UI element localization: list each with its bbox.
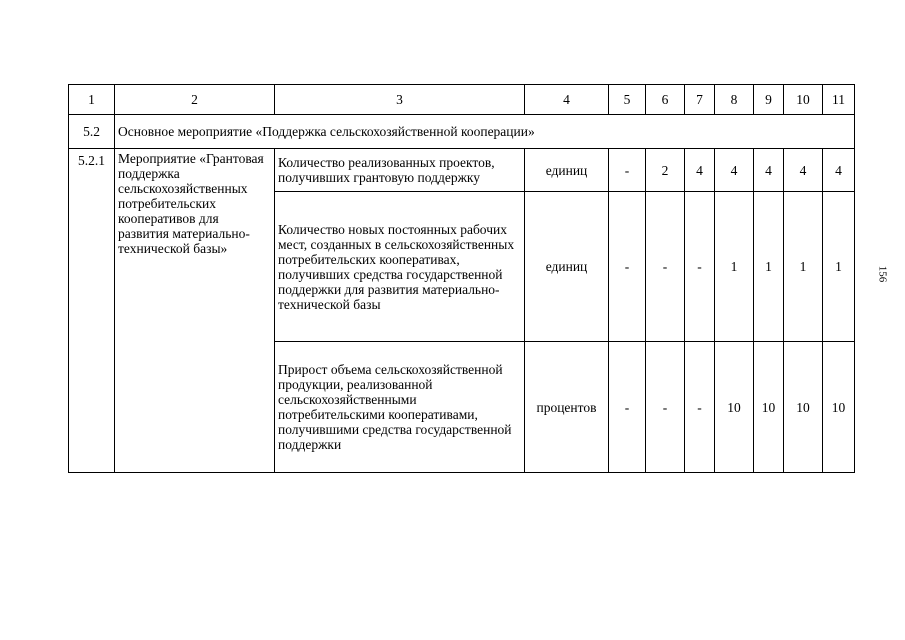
column-header: 8 (715, 85, 754, 115)
value-cell: - (685, 192, 715, 342)
section-title: Основное мероприятие «Поддержка сельскохозяйственной кооперации» (115, 115, 855, 149)
unit-cell: процентов (525, 342, 609, 473)
value-cell: 1 (715, 192, 754, 342)
value-cell: 1 (784, 192, 823, 342)
value-cell: 4 (715, 149, 754, 192)
indicator-name: Количество новых постоянных рабочих мест, созданных в сельскохозяйственных потребительских кооперативах, получивших средства государственной поддержки для развития материально-технической базы (275, 192, 525, 342)
header-row (69, 85, 855, 115)
column-header: 1 (69, 85, 115, 115)
value-cell: 10 (784, 342, 823, 473)
column-header: 5 (609, 85, 646, 115)
value-cell: 2 (646, 149, 685, 192)
value-cell: 4 (823, 149, 855, 192)
unit-cell: единиц (525, 149, 609, 192)
indicators-table (68, 84, 855, 473)
value-cell: - (646, 342, 685, 473)
section-number: 5.2 (69, 115, 115, 149)
page-number: 156 (876, 265, 889, 283)
indicator-name: Прирост объема сельскохозяйственной продукции, реализованной сельскохозяйственными потребительскими кооперативами, получившими средства государственной поддержки (275, 342, 525, 473)
subsection-number: 5.2.1 (69, 149, 115, 473)
value-cell: 1 (823, 192, 855, 342)
value-cell: 4 (784, 149, 823, 192)
unit-cell: единиц (525, 192, 609, 342)
value-cell: 10 (754, 342, 784, 473)
value-cell: 1 (754, 192, 784, 342)
value-cell: - (609, 342, 646, 473)
value-cell: 4 (685, 149, 715, 192)
column-header: 6 (646, 85, 685, 115)
value-cell: - (646, 192, 685, 342)
column-header: 2 (115, 85, 275, 115)
indicator-name: Количество реализованных проектов, получивших грантовую поддержку (275, 149, 525, 192)
value-cell: - (685, 342, 715, 473)
column-header: 9 (754, 85, 784, 115)
value-cell: 4 (754, 149, 784, 192)
column-header: 11 (823, 85, 855, 115)
table-row (69, 149, 855, 192)
column-header: 4 (525, 85, 609, 115)
section-row (69, 115, 855, 149)
column-header: 10 (784, 85, 823, 115)
value-cell: 10 (823, 342, 855, 473)
column-header: 7 (685, 85, 715, 115)
value-cell: - (609, 149, 646, 192)
value-cell: - (609, 192, 646, 342)
column-header: 3 (275, 85, 525, 115)
value-cell: 10 (715, 342, 754, 473)
subsection-title: Мероприятие «Грантовая поддержка сельскохозяйственных потребительских кооперативов для развития материально-технической базы» (115, 149, 275, 473)
